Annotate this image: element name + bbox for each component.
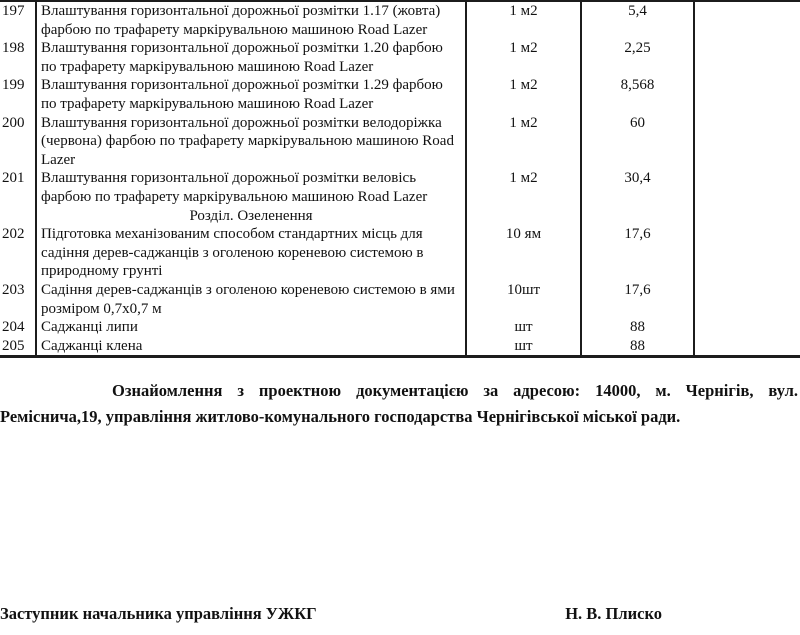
unit-cell: шт <box>465 337 580 356</box>
unit-cell: 1 м2 <box>465 114 580 170</box>
table-row <box>0 76 800 113</box>
quantity-cell: 30,4 <box>580 169 693 206</box>
table-row <box>0 39 800 76</box>
empty-cell <box>693 169 800 206</box>
unit-cell: 1 м2 <box>465 76 580 113</box>
description-cell: Підготовка механізованим способом стандартних місць для садіння дерев-саджанців з оголеною кореневою системою в природному грунті <box>35 225 465 281</box>
quantity-cell: 8,568 <box>580 76 693 113</box>
empty-cell <box>693 337 800 356</box>
row-number-cell: 202 <box>2 226 25 243</box>
quantity-cell: 60 <box>580 114 693 170</box>
empty-cell <box>693 39 800 76</box>
description-cell: Саджанці клена <box>35 337 465 356</box>
empty-cell <box>693 207 800 226</box>
row-number-cell: 197 <box>2 3 25 19</box>
unit-cell <box>465 207 580 226</box>
empty-cell <box>693 318 800 337</box>
row-number-cell: 203 <box>2 281 25 298</box>
empty-cell <box>693 76 800 113</box>
row-number-cell: 204 <box>2 319 25 336</box>
row-number-cell: 205 <box>2 337 25 354</box>
unit-cell: шт <box>465 318 580 337</box>
row-number-cell <box>0 207 35 226</box>
quantity-cell: 17,6 <box>580 281 693 318</box>
table-row <box>0 169 800 206</box>
row-number-cell: 200 <box>2 114 25 131</box>
row-number-cell: 198 <box>2 40 25 57</box>
signature-line <box>0 604 800 624</box>
table-row <box>0 2 800 39</box>
table-row <box>0 337 800 356</box>
quantity-cell: 2,25 <box>580 39 693 76</box>
signature-name: Н. В. Плиско <box>565 604 662 623</box>
description-cell: Саджанці липи <box>35 318 465 337</box>
description-cell: Влаштування горизонтальної дорожньої розмітки велодоріжка (червона) фарбою по трафарету маркірувальною машиною Road Lazer <box>35 114 465 170</box>
empty-cell <box>693 2 800 39</box>
quantity-cell: 17,6 <box>580 225 693 281</box>
table-row <box>0 114 800 170</box>
table-row <box>0 225 800 281</box>
description-cell: Влаштування горизонтальної дорожньої розмітки 1.17 (жовта) фарбою по трафарету маркірувальною машиною Road Lazer <box>35 2 465 39</box>
table-row <box>0 281 800 318</box>
quantity-cell: 88 <box>580 318 693 337</box>
unit-cell: 10шт <box>465 281 580 318</box>
quantity-cell <box>580 207 693 226</box>
description-cell: Садіння дерев-саджанців з оголеною кореневою системою в ями розміром 0,7х0,7 м <box>35 281 465 318</box>
note-paragraph: Ознайомлення з проектною документацією за адресою: 14000, м. Чернігів, вул. Реміснича,19, управління житлово-комунального господарства Чернігівської міської ради. <box>0 381 798 427</box>
row-number-cell: 201 <box>2 170 25 187</box>
quantity-cell: 88 <box>580 337 693 356</box>
empty-cell <box>693 225 800 281</box>
empty-cell <box>693 114 800 170</box>
description-cell: Влаштування горизонтальної дорожньої розмітки веловісь фарбою по трафарету маркірувальною машиною Road Lazer <box>35 169 465 206</box>
empty-cell <box>693 281 800 318</box>
unit-cell: 1 м2 <box>465 2 580 39</box>
row-number-cell: 199 <box>2 77 25 94</box>
unit-cell: 1 м2 <box>465 169 580 206</box>
unit-cell: 1 м2 <box>465 39 580 76</box>
unit-cell: 10 ям <box>465 225 580 281</box>
table-row <box>0 207 800 226</box>
description-cell: Розділ. Озеленення <box>35 207 465 226</box>
table-row <box>0 318 800 337</box>
description-cell: Влаштування горизонтальної дорожньої розмітки 1.20 фарбою по трафарету маркірувальною машиною Road Lazer <box>35 39 465 76</box>
quantity-cell: 5,4 <box>580 2 693 39</box>
description-cell: Влаштування горизонтальної дорожньої розмітки 1.29 фарбою по трафарету маркірувальною машиною Road Lazer <box>35 76 465 113</box>
signature-title: Заступник начальника управління УЖКГ <box>0 604 317 623</box>
